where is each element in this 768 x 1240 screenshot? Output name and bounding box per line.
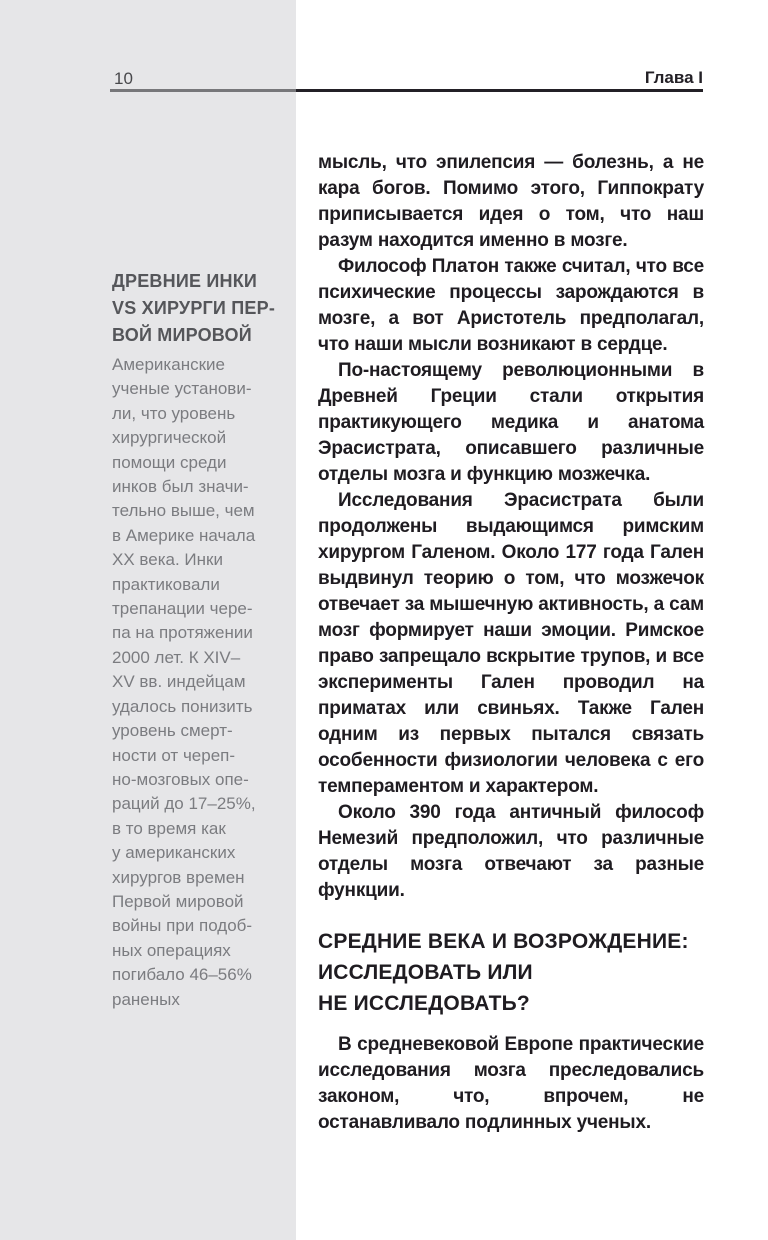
sidebar-note-heading: ДРЕВНИЕ ИНКИ VS ХИРУРГИ ПЕР- ВОЙ МИРОВОЙ xyxy=(112,271,276,345)
main-text-column xyxy=(318,150,704,1136)
sidebar-note xyxy=(112,268,294,1012)
sidebar-note-body: Американские ученые установи- ли, что уровень хирургической помощи среди инков был значи- тельно выше, чем в Америке начала XX века. Инки практиковали трепанации чере- па на протяжении 2000 лет. К XIV– XV вв. индейцам удалось понизить уровень смерт- ности от череп- но-мозговых опе- раций до 17–25%, в то время как у американских хирургов времен Первой мировой войны при подоб- ных операциях погибало 46–56% раненых xyxy=(112,355,256,1009)
header-rule xyxy=(110,89,703,92)
section-heading: СРЕДНИЕ ВЕКА И ВОЗРОЖДЕНИЕ: ИССЛЕДОВАТЬ ИЛИ НЕ ИССЛЕДОВАТЬ? xyxy=(318,930,689,1015)
paragraph: В средневековой Европе практические исследования мозга преследовались законом, что, впрочем, не останавливало подлинных ученых. xyxy=(318,1034,704,1133)
paragraph: Около 390 года античный философ Немезий предположил, что различные отделы мозга отвечают за разные функции. xyxy=(318,802,704,901)
paragraph: мысль, что эпилепсия — болезнь, а не кара богов. Помимо этого, Гиппократу приписывается идея о том, что наш разум находится именно в мозге. xyxy=(318,152,704,251)
chapter-title: Глава I xyxy=(644,68,703,87)
page-number: 10 xyxy=(114,69,133,88)
paragraph: Философ Платон также считал, что все психические процессы зарождаются в мозге, а вот Аристотель предполагал, что наши мысли возникают в сердце. xyxy=(318,256,704,355)
paragraph: Исследования Эрасистрата были продолжены выдающимся римским хирургом Галеном. Около 177 года Гален выдвинул теорию о том, что мозжечок отвечает за мышечную активность, а сам мозг формирует наши эмоции. Римское право запрещало вскрытие трупов, и все эксперименты Гален проводил на приматах или свиньях. Также Гален одним из первых пытался связать особенности физиологии человека с его темпераментом и характером. xyxy=(318,490,704,797)
paragraph: По-настоящему революционными в Древней Греции стали открытия практикующего медика и анатома Эрасистрата, описавшего различные отделы мозга и функцию мозжечка. xyxy=(318,360,704,485)
